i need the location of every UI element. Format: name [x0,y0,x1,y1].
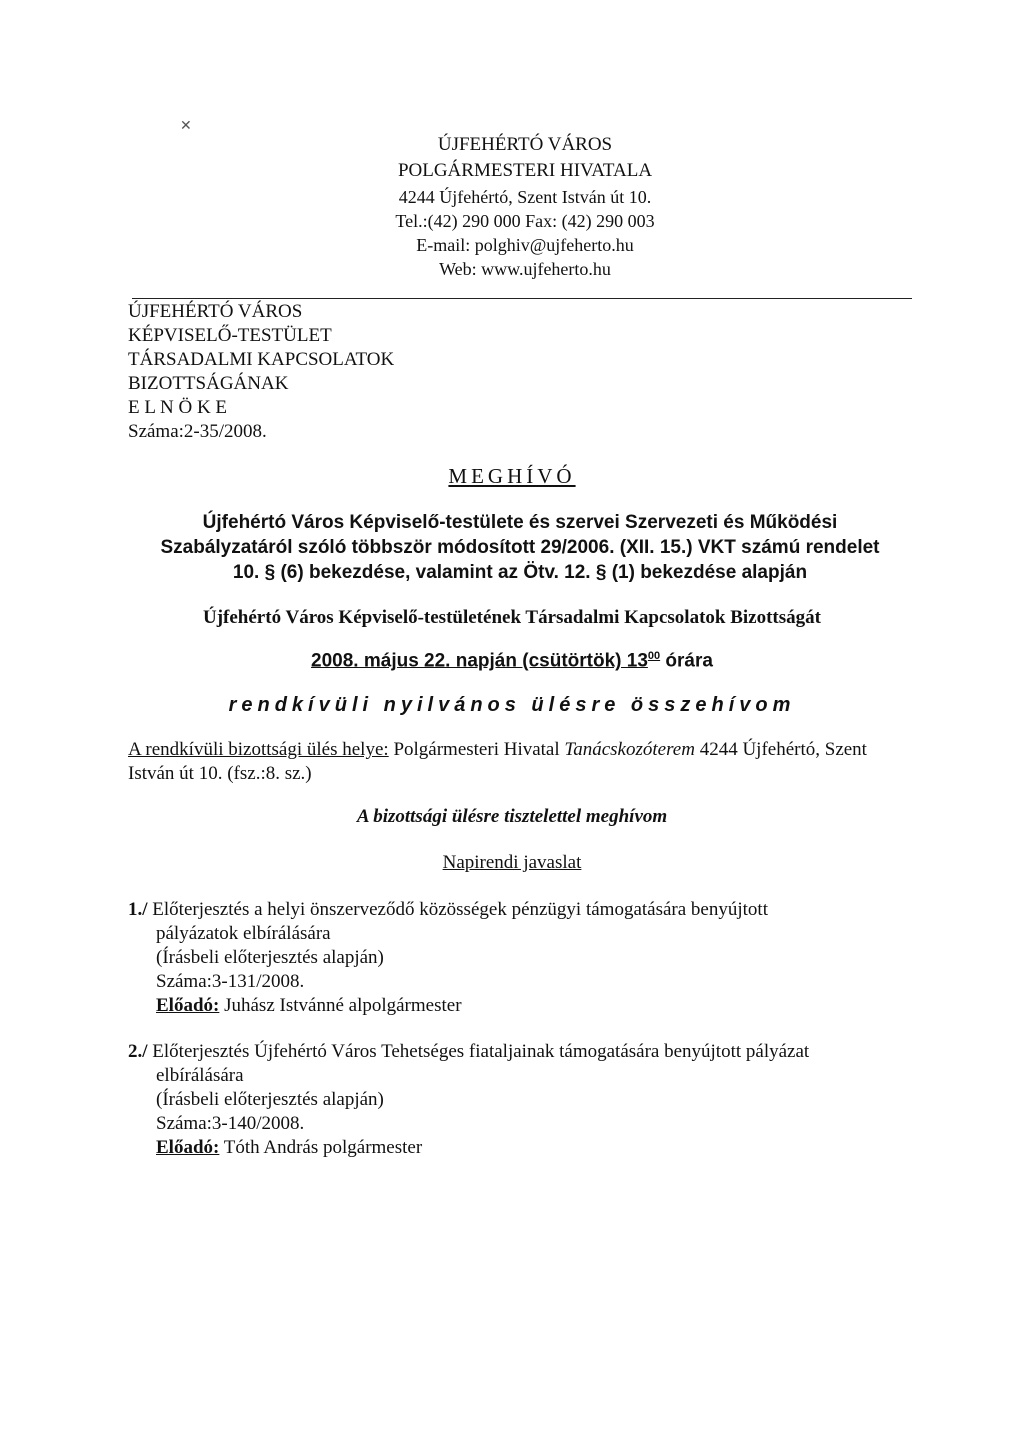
meeting-date [100,650,924,672]
location-label: A rendkívüli bizottsági ülés helye: [128,739,389,760]
header-address: 4244 Újfehértó, Szent István út 10. [398,187,652,207]
agenda-item-title: Előterjesztés a helyi önszerveződő közösségek pénzügyi támogatására benyújtott [147,899,768,920]
sender-line3: TÁRSADALMI KAPCSOLATOK [128,349,395,370]
location-text2: 4244 Újfehértó, Szent István út 10. (fsz.:8. sz.) [128,739,867,784]
agenda-item-presenter: Juhász Istvánné alpolgármester [219,995,462,1016]
meeting-time-superscript: 00 [647,650,661,662]
sender-block [128,300,394,444]
agenda-item-reference: Száma:3-131/2008. [156,971,305,992]
header-web: Web: www.ujfeherto.hu [439,259,611,279]
addressee: Újfehértó Város Képviselő-testületének Társadalmi Kapcsolatok Bizottságát [203,607,821,628]
invite-line: A bizottsági ülésre tisztelettel meghívom [356,806,668,827]
agenda-item-reference: Száma:3-140/2008. [156,1113,305,1134]
sender-line1: ÚJFEHÉRTÓ VÁROS [128,301,303,322]
agenda-item-title-cont: elbírálására [156,1065,244,1086]
summon-line: rendkívüli nyilvános ülésre összehívom [228,694,796,716]
agenda-item [128,1040,908,1160]
location-room: Tanácskozóterem [564,739,695,760]
meeting-date-text: 2008. május 22. napján (csütörtök) 13 [311,650,648,672]
meeting-date-suffix: órára [660,650,713,672]
agenda-item-basis: (Írásbeli előterjesztés alapján) [156,1089,384,1110]
header-org-line2: POLGÁRMESTERI HIVATALA [397,160,653,181]
agenda-item-number: 1./ [128,899,148,920]
agenda-item-title-cont: pályázatok elbírálására [156,923,331,944]
agenda-item [128,898,908,1018]
agenda-item-presenter-label: Előadó: [156,1137,220,1158]
header-email: E-mail: polghiv@ujfeherto.hu [416,235,634,255]
scan-artifact-mark: ✕ [180,119,192,134]
sender-line4: BIZOTTSÁGÁNAK [128,373,289,394]
agenda-heading: Napirendi javaslat [442,852,582,873]
sender-line5: E L N Ö K E [128,397,228,418]
header-divider [132,298,912,299]
header-org-line1: ÚJFEHÉRTÓ VÁROS [437,134,613,155]
document-title-text: MEGHÍVÓ [448,464,576,488]
agenda-item-title: Előterjesztés Újfehértó Város Tehetséges fiataljainak támogatására benyújtott pályázat [147,1041,810,1062]
document-title [0,464,1024,489]
location-text1: Polgármesteri Hivatal [388,739,565,760]
meeting-location [128,738,908,786]
agenda-item-presenter: Tóth András polgármester [219,1137,423,1158]
agenda-item-presenter-label: Előadó: [156,995,220,1016]
sender-reference: Száma:2-35/2008. [128,421,267,442]
agenda-item-number: 2./ [128,1041,148,1062]
intro-paragraph: Újfehértó Város Képviselő-testülete és szervei Szervezeti és Működési Szabályzatáról szóló többször módosított 29/2006. (XII. 15.) VKT számú rendelet 10. § (6) bekezdése, valamint az Ötv. 12. § (1) bekezdése alapján [160,512,880,583]
sender-line2: KÉPVISELŐ-TESTÜLET [128,325,332,346]
header-phone-fax: Tel.:(42) 290 000 Fax: (42) 290 003 [395,211,655,231]
agenda-item-basis: (Írásbeli előterjesztés alapján) [156,947,384,968]
